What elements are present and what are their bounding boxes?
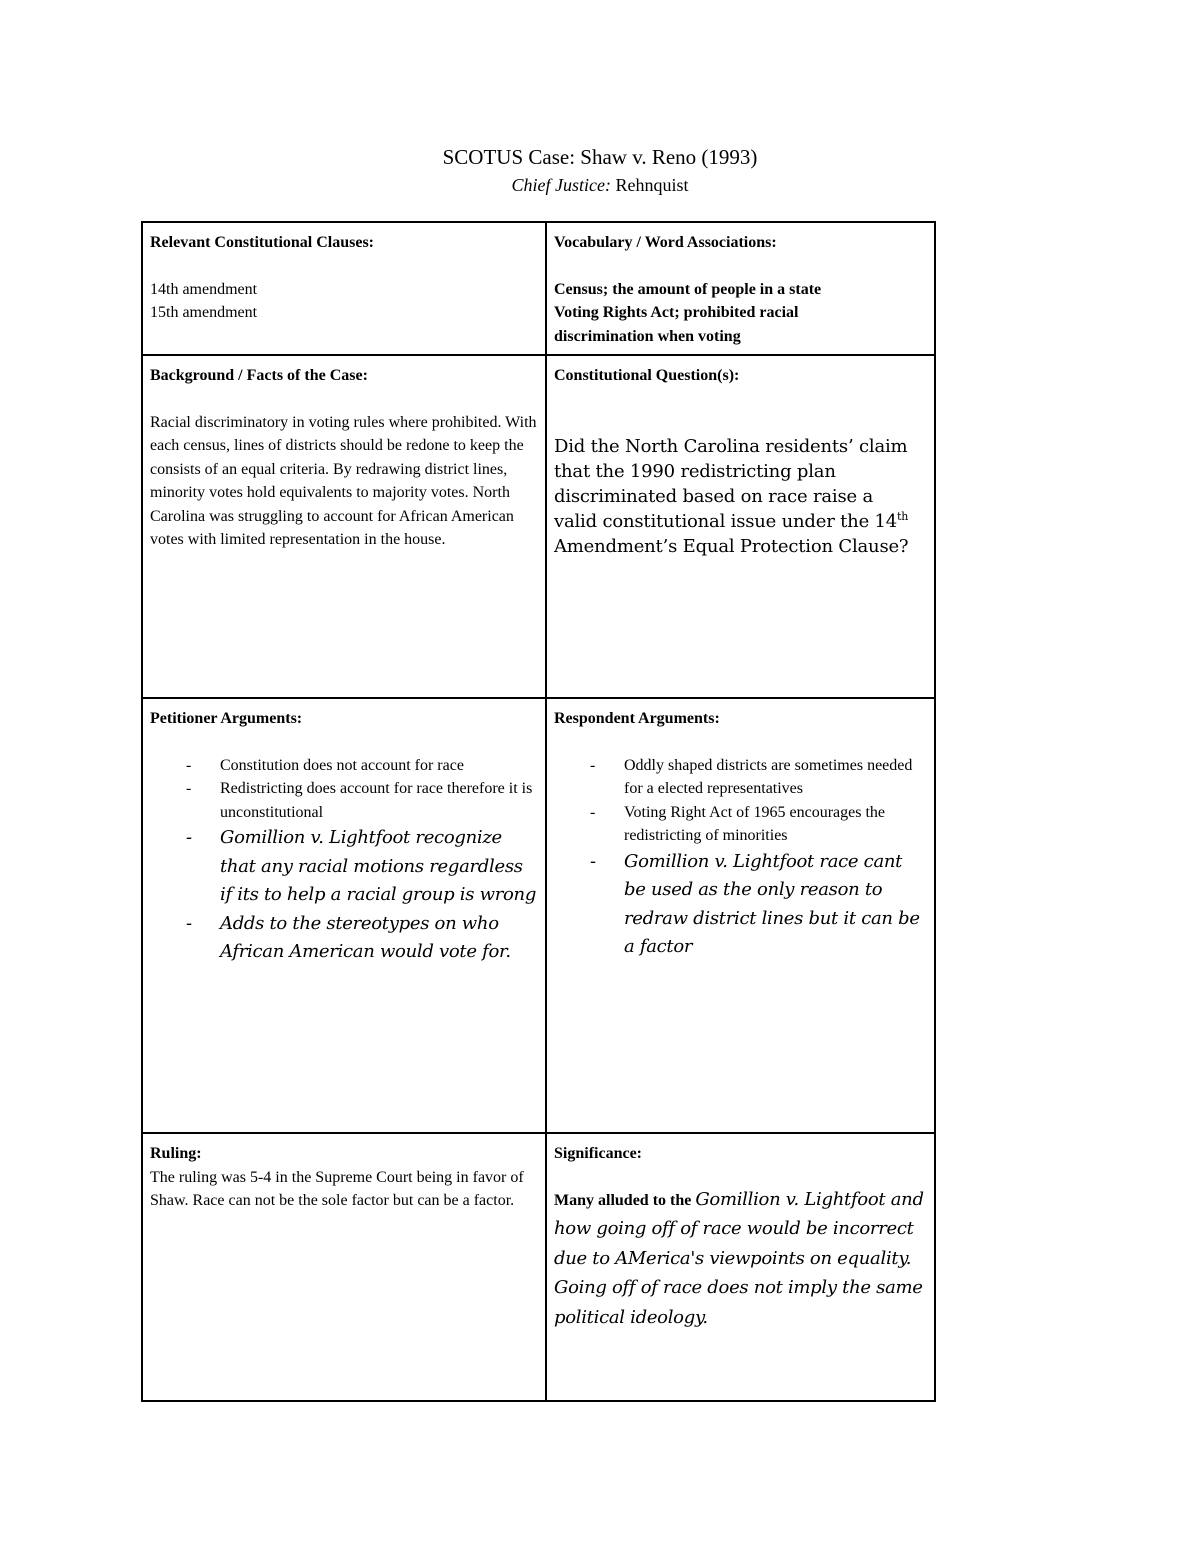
vocabulary-heading: Vocabulary / Word Associations:: [554, 234, 777, 251]
respondent-heading: Respondent Arguments:: [554, 710, 720, 727]
vocabulary-item: Voting Rights Act; prohibited racial discrimination when voting: [554, 304, 799, 345]
petitioner-list: [150, 754, 539, 967]
significance-heading: Significance:: [554, 1145, 642, 1162]
background-heading: Background / Facts of the Case:: [150, 367, 368, 384]
clauses-heading: Relevant Constitutional Clauses:: [150, 234, 375, 251]
vocabulary-cell: [547, 223, 936, 354]
respondent-list: [554, 754, 929, 962]
question-text-main: Did the North Carolina residents’ claim that the 1990 redistricting plan discriminated based on race raise a valid constitutional issue under the 14: [554, 435, 908, 532]
respondent-item: - Oddly shaped districts are sometimes needed for a elected representatives: [624, 754, 929, 801]
question-superscript: th: [897, 509, 909, 523]
clause-item: 15th amendment: [150, 304, 258, 321]
chief-justice-name: Rehnquist: [610, 175, 689, 195]
petitioner-item: - Redistricting does account for race therefore it is unconstitutional: [220, 777, 539, 824]
significance-cell: [547, 1134, 936, 1402]
case-brief-table: [141, 221, 936, 1402]
petitioner-heading: Petitioner Arguments:: [150, 710, 303, 727]
clause-item: 14th amendment: [150, 280, 258, 298]
ruling-text: The ruling was 5-4 in the Supreme Court being in favor of Shaw. Race can not be the sole factor but can be a factor.: [150, 1168, 524, 1209]
chief-justice-label: Chief Justice:: [511, 175, 611, 195]
respondent-cell: [547, 699, 936, 1132]
petitioner-item: - Constitution does not account for race: [220, 754, 539, 778]
ruling-heading: Ruling:: [150, 1145, 202, 1162]
background-cell: [143, 356, 546, 697]
petitioner-item: - Adds to the stereotypes on who African American would vote for.: [220, 910, 539, 967]
question-text-end: Amendment’s Equal Protection Clause?: [554, 535, 909, 557]
clauses-cell: [143, 223, 546, 354]
page-title: SCOTUS Case: Shaw v. Reno (1993): [442, 145, 758, 169]
chief-justice-line: [0, 173, 1200, 197]
significance-italic: Gomillion v. Lightfoot and how going off of race would be incorrect due to AMerica's viewpoints on equality. Going off of race does not imply the same political ideology.: [554, 1188, 924, 1328]
respondent-item: - Voting Right Act of 1965 encourages the redistricting of minorities: [624, 801, 929, 848]
question-text: [554, 434, 919, 559]
significance-text: [554, 1186, 926, 1334]
question-cell: [547, 356, 936, 697]
petitioner-item: - Gomillion v. Lightfoot recognize that any racial motions regardless if its to help a racial group is wrong: [220, 824, 539, 910]
significance-lead: Many alluded to the: [554, 1191, 696, 1209]
background-text: Racial discriminatory in voting rules where prohibited. With each census, lines of districts should be redone to keep the consists of an equal criteria. By redrawing district lines, minority votes hold equivalents to majority votes. North Carolina was struggling to account for African American votes with limited representation in the house.: [150, 413, 537, 548]
vocabulary-item: Census; the amount of people in a state: [554, 280, 822, 298]
petitioner-cell: [143, 699, 546, 1132]
respondent-item: - Gomillion v. Lightfoot race cant be used as the only reason to redraw district lines but it can be a factor: [624, 848, 929, 962]
question-heading: Constitutional Question(s):: [554, 367, 740, 384]
ruling-cell: [143, 1134, 546, 1402]
